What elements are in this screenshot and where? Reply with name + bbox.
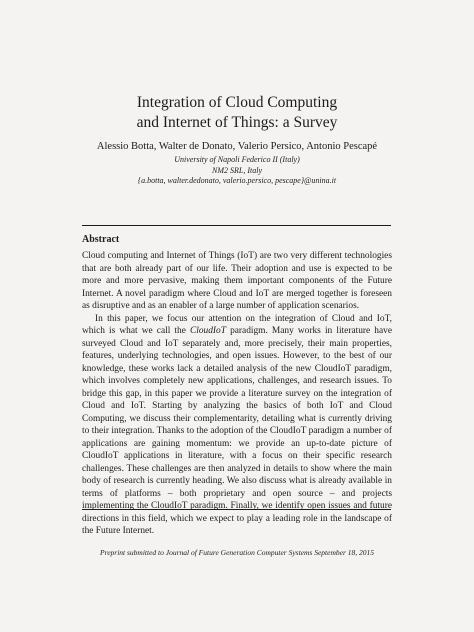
paper-title [0, 93, 474, 133]
affiliation-university: University of Napoli Federico II (Italy) [174, 155, 300, 164]
preprint-note: Preprint submitted to Journal of Future Generation Computer Systems September 18, 2015 [100, 548, 374, 557]
title-line-2: and Internet of Things: a Survey [136, 114, 338, 131]
abstract-paragraph-1: Cloud computing and Internet of Things (IoT) are two very different technologies that are both already part of our life. Their adoption and use is expected to be more and more pervasive, making them important components of the Future Internet. A novel paradigm where Cloud and IoT are merged together is foreseen as disruptive and as an enabler of a large number of application scenarios. [82, 251, 392, 311]
author-emails: {a.botta, walter.dedonato, valerio.persico, pescape}@unina.it [137, 176, 337, 185]
abstract-bottom-rule [82, 509, 391, 510]
abstract-paragraph-2: In this paper, we focus our attention on the integration of Cloud and IoT, which is what we call the CloudIoT paradigm. Many works in literature have surveyed Cloud and IoT separately and, more precisely, their main properties, features, underlying technologies, and open issues. However, to the best of our knowledge, these works lack a detailed analysis of the new CloudIoT paradigm, which involves completely new applications, challenges, and research issues. To bridge this gap, in this paper we provide a literature survey on the integration of Cloud and IoT. Starting by analyzing the basics of both IoT and Cloud Computing, we discuss their complementarity, detailing what is currently driving to their integration. Thanks to the adoption of the CloudIoT paradigm a number of applications are gaining momentum: we provide an up-to-date picture of CloudIoT applications in literature, with a focus on their specific research challenges. These challenges are then analyzed in details to show where the main body of research is currently heading. We also discuss what is already available in terms of platforms – both proprietary and open source – and projects implementing the CloudIoT paradigm. Finally, we identify open issues and future directions in this field, which we expect to play a leading role in the landscape of the Future Internet. [82, 313, 392, 536]
affiliations [0, 155, 474, 187]
abstract-body [82, 250, 392, 538]
affiliation-company: NM2 SRL, Italy [212, 165, 262, 175]
abstract-heading: Abstract [82, 234, 120, 245]
cloudiot-term: CloudIoT [190, 326, 226, 336]
author-list: Alessio Botta, Walter de Donato, Valerio Persico, Antonio Pescapé [96, 141, 378, 152]
title-line-1: Integration of Cloud Computing [136, 94, 338, 111]
abstract-top-rule [82, 225, 391, 226]
